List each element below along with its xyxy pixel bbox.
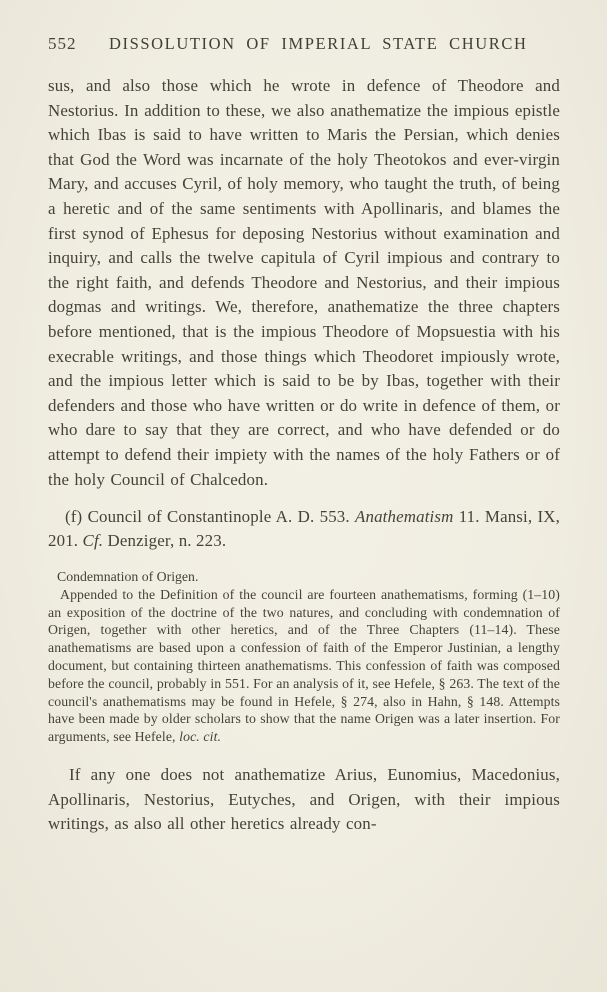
page-number: 552 — [48, 34, 77, 53]
citation-cf-italic: Cf. — [82, 531, 104, 551]
note-body-text: Appended to the Definition of the council are fourteen anathematisms, forming (1–10) an exposition of the doctrine of the two natures, and concluding with condemnation of Origen, together with other heretics, and of the Three Chapters (11–14). These anathematisms are based upon a confession of faith of the Emperor Justinian, a lengthy document, but containing thirteen anathematisms. This confession of faith was composed before the council, probably in 551. For an analysis of it, see Hefele, § 263. The text of the council's anathematisms may be found in Hefele, § 274, also in Hahn, § 148. Attempts have been made by older scholars to show that the name Origen was a later insertion. For arguments, see Hefele, — [48, 586, 560, 745]
closing-paragraph: If any one does not anathematize Arius, Eunomius, Macedonius, Apollinaris, Nestorius, Eutyches, and Origen, with their impious writings, as also all other heretics already con- — [48, 765, 560, 834]
citation-suffix: Denziger, n. 223. — [103, 531, 227, 551]
running-title: DISSOLUTION OF IMPERIAL STATE CHURCH — [108, 34, 528, 53]
note-heading: Condemnation of Origen. — [57, 569, 199, 585]
note-section — [48, 568, 560, 746]
main-paragraph: sus, and also those which he wrote in defence of Theodore and Nestorius. In addition to these, we also anathematize the impious epistle which Ibas is said to have written to Maris the Persian, which denies that God the Word was incarnate of the holy Theotokos and ever-virgin Mary, and accuses Cyril, of holy memory, who taught the truth, of being a heretic and of the same sentiments with Apollinaris, and blames the first synod of Ephesus for deposing Nestorius without examination and inquiry, and calls the twelve capitula of Cyril impious and contrary to the right faith, and defends Theodore and Nestorius, and their impious dogmas and writings. We, therefore, anathematize the three chapters before mentioned, that is the impious Theodore of Mopsuestia with his execrable writings, and those things which Theodoret impiously wrote, and the impious letter which is said to be by Ibas, together with their defenders and those who have written or do write in defence of them, or who dare to say that they are correct, and who have defended or do attempt to defend their impiety with the names of the holy Fathers or of the holy Council of Chalcedon. — [48, 76, 560, 489]
note-loc-cit-italic: loc. cit. — [179, 729, 222, 745]
citation-middle: 11. Mansi, IX, 201. — [48, 507, 560, 551]
running-head — [48, 34, 560, 54]
page-body — [48, 74, 560, 837]
citation-anathematism-italic: Anathematism — [355, 507, 454, 527]
citation-paragraph — [48, 505, 560, 553]
note-body — [48, 586, 560, 746]
citation-prefix: (f) Council of Constantinople A. D. 553. — [65, 507, 356, 527]
